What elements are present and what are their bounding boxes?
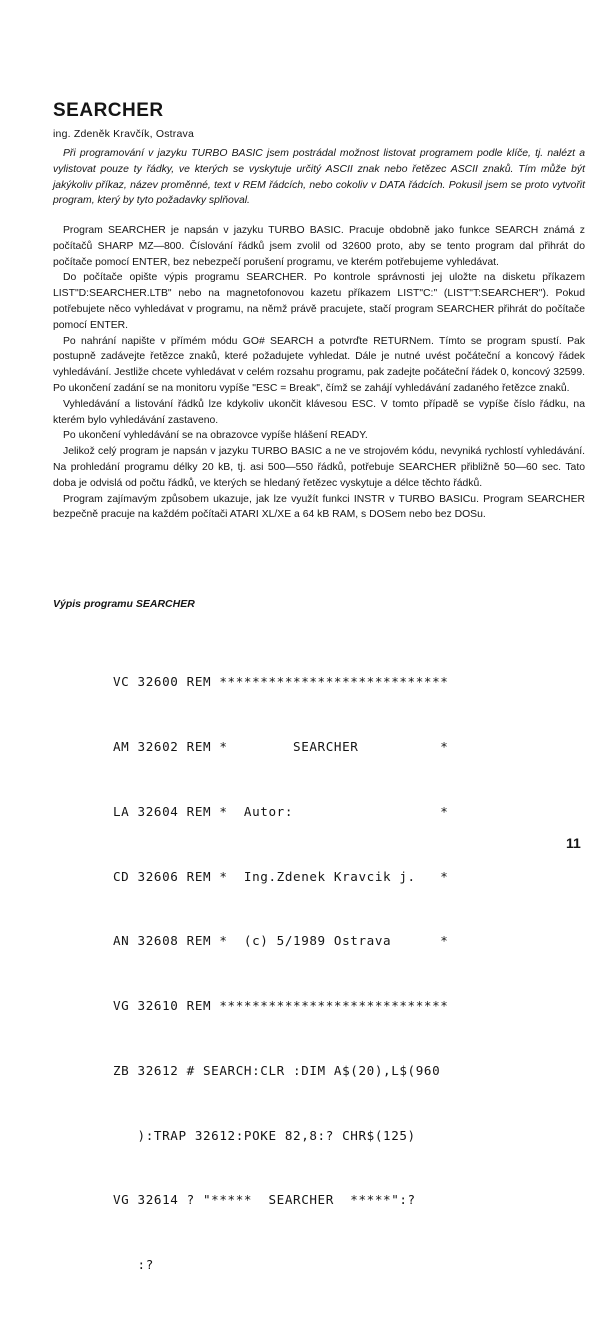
listing-line: ZB 32612 # SEARCH:CLR :DIM A$(20),L$(960 [113,1062,441,1078]
listing-caption: Výpis programu SEARCHER [53,598,195,610]
program-listing [113,628,448,1319]
article-body [53,223,585,523]
body-paragraph: Vyhledávání a listování řádků lze kdykoliv ukončit klávesou ESC. V tomto případě se vypíše číslo řádku, na kterém bylo vyhledávání zastaveno. [53,398,585,426]
listing-line: VG 32610 REM **************************** [113,998,449,1014]
listing-line: VC 32600 REM **************************** [113,674,449,690]
body-paragraph: Program zajímavým způsobem ukazuje, jak lze využít funkci INSTR v TURBO BASICu. Program SEARCHER bezpečně pracuje na každém počítači ATARI XL/XE a 64 kB RAM, s DOSem nebo bez DOSu. [53,493,585,521]
body-paragraph: Po ukončení vyhledávání se na obrazovce vypíše hlášení READY. [63,430,368,442]
article-title: SEARCHER [53,100,164,121]
listing-line: LA 32604 REM * Autor: * [113,803,449,819]
body-paragraph: Jelikož celý program je napsán v jazyku TURBO BASIC a ne ve strojovém kódu, nevyniká rychlostí vyhledávání. Na prohledání programu délky 20 kB, tj. asi 500—550 řádků, potřebuje SEARCHER přibližně 50—60 sec. Tato doba je odvislá od počtu řádků, ve kterých se hledaný řetězec vyskytuje a délce těchto řádků. [53,446,585,489]
listing-line: VG 32614 ? "***** SEARCHER *****":? [113,1192,416,1208]
body-paragraph: Po nahrání napište v přímém módu GO# SEARCH a potvrďte RETURNem. Tímto se program spustí. Pak postupně zadávejte řetězce znaků, které požadujete vyhledat. Dále je nutné uvést počáteční a koncový řádek vyhledávání. Jestliže chcete vyhledávat v celém rozsahu programu, pak zadejte počáteční řádek 0, koncový 32599. Po ukončení zadání se na monitoru vypíše "ESC = Break", čímž se zahájí vyhledávání zadaného řetězce znaků. [53,335,585,394]
listing-line: AM 32602 REM * SEARCHER * [113,738,449,754]
article-author: ing. Zdeněk Kravčík, Ostrava [53,128,194,140]
article-intro: Při programování v jazyku TURBO BASIC jsem postrádal možnost listovat programem podle klíče, tj. nalézt a vylistovat pouze ty řádky, ve kterých se vyskytuje určitý ASCII znak nebo řetězec ASCII znaků. Tím může být jakýkoliv příkaz, název proměnné, text v REM řádcích, nebo cokoliv v DATA řádcích. Pokusil jsem se proto vytvořit program, který by tyto požadavky splňoval. [53,148,585,207]
listing-line: ):TRAP 32612:POKE 82,8:? CHR$(125) [113,1127,416,1143]
listing-line: CD 32606 REM * Ing.Zdenek Kravcik j. * [113,868,449,884]
listing-line: AN 32608 REM * (c) 5/1989 Ostrava * [113,933,449,949]
page-number: 11 [566,835,581,851]
body-paragraph: Program SEARCHER je napsán v jazyku TURBO BASIC. Pracuje obdobně jako funkce SEARCH známá z počítačů SHARP MZ—800. Číslování řádků jsem zvolil od 32600 proto, aby se tento program dal přihrát do počítače pomocí ENTER, bez nebezpečí porušení programu, ve kterém potřebujeme vyhledávat. [53,225,585,268]
listing-line: :? [113,1257,154,1273]
body-paragraph: Do počítače opište výpis programu SEARCHER. Po kontrole správnosti jej uložte na disketu příkazem LIST"D:SEARCHER.LTB" nebo na magnetofonovou kazetu příkazem LIST"C:" (LIST"T:SEARCHER"). Pokud potřebujete něco vyhledávat v programu, na němž právě pracujete, stačí program SEARCHER přihrát do počítače pomocí ENTER. [53,272,585,331]
